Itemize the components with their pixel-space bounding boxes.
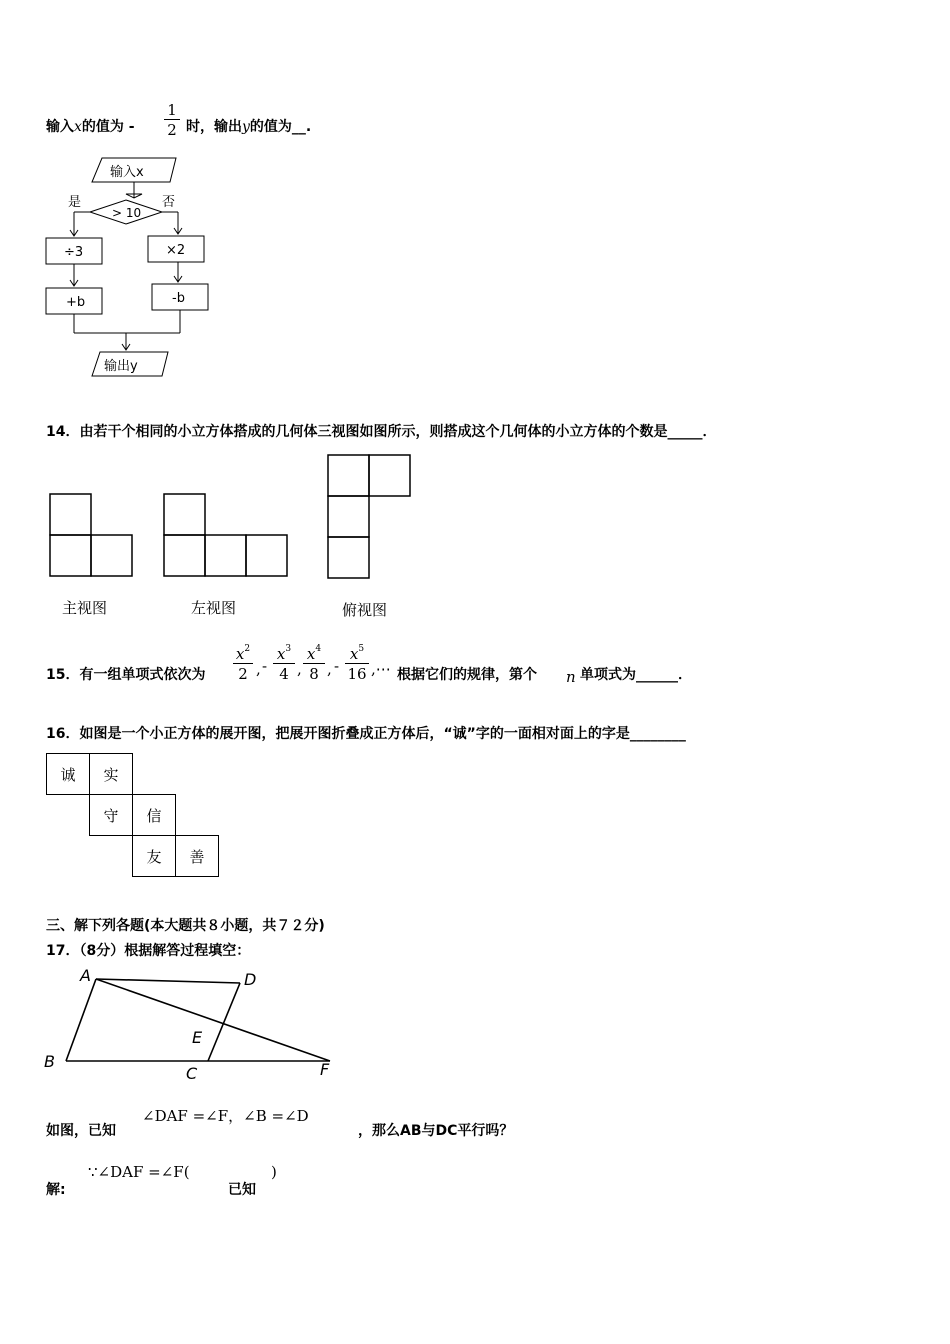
- q15-prefix: 15．有一组单项式依次为: [46, 667, 206, 683]
- three-views: [48, 452, 418, 582]
- q13-prefix: 输入: [46, 119, 74, 135]
- q17-solution-reason: 已知: [228, 1182, 256, 1198]
- q17-solution-prefix: 解:: [46, 1182, 66, 1198]
- net-cell: 善: [176, 836, 219, 877]
- q15-sign-2: -: [262, 657, 268, 675]
- q14-text: 14．由若干个相同的小立方体搭成的几何体三视图如图所示，则搭成这个几何体的小立方体的个数是_____．: [46, 424, 717, 440]
- label-E: E: [192, 1028, 203, 1047]
- q13-line-2: [186, 116, 311, 136]
- net-cell: 友: [133, 836, 176, 877]
- q13-suffix1: 时，输出: [186, 119, 242, 135]
- left-view-caption: 左视图: [191, 599, 237, 617]
- q15-sign-4: -: [334, 657, 340, 675]
- front-view-caption: 主视图: [62, 599, 108, 617]
- section-heading: 三、解下列各题(本大题共８小题，共７２分): [46, 918, 325, 934]
- label-F: F: [320, 1060, 330, 1079]
- flowchart: [40, 150, 240, 385]
- net-cell: 实: [90, 754, 133, 795]
- flowchart-mul2-label: ×2: [166, 243, 186, 258]
- net-cell: 诚: [47, 754, 90, 795]
- flowchart-cond-label: > 10: [112, 206, 142, 220]
- q13-var-y: y: [242, 119, 250, 135]
- flowchart-input-label: 输入x: [110, 165, 144, 180]
- q17-solution-formula: ∵∠DAF =∠F(: [88, 1163, 190, 1181]
- flowchart-div3-label: ÷3: [64, 245, 84, 260]
- net-cell: 守: [90, 795, 133, 836]
- parallelogram-figure: [40, 965, 350, 1085]
- q15-term-2: $x^3$ 4: [272, 640, 296, 684]
- q13-frac-num: 1: [167, 101, 177, 119]
- label-C: C: [186, 1064, 198, 1083]
- flowchart-no-label: 否: [162, 195, 176, 210]
- q15-var-n: n: [566, 668, 576, 686]
- q13-mid: 的值为 -: [81, 119, 135, 135]
- q13-line: [46, 116, 135, 136]
- q17-given-formula: ∠DAF =∠F，∠B =∠D: [142, 1107, 309, 1125]
- q17-text: 17．（8分）根据解答过程填空：: [46, 943, 251, 959]
- flowchart-yes-label: 是: [68, 195, 82, 210]
- q15-term-1: $x^2$ 2: [232, 640, 254, 684]
- flowchart-output-label: 输出y: [104, 359, 138, 374]
- q13-suffix2: 的值为__.: [249, 119, 312, 135]
- net-cell: 信: [133, 795, 176, 836]
- label-D: D: [244, 970, 257, 989]
- label-A: A: [80, 966, 91, 985]
- label-B: B: [44, 1052, 55, 1071]
- flowchart-plusb-label: +b: [66, 295, 86, 310]
- q15-term-3: $x^4$ 8: [302, 640, 326, 684]
- q17-given-suffix: ，那么AB与DC平行吗？: [358, 1123, 514, 1139]
- q13-fraction: [163, 101, 181, 140]
- q15-mid: 根据它们的规律，第个: [397, 667, 537, 683]
- top-view-caption: 俯视图: [342, 601, 388, 619]
- flowchart-minusb-label: -b: [172, 291, 185, 306]
- q13-frac-den: 2: [167, 121, 177, 139]
- q13-var-x: x: [74, 119, 82, 135]
- q15-term-4: $x^5$ 16: [344, 640, 370, 684]
- cube-net: [46, 753, 219, 877]
- q15-ellipsis: ,⋯: [371, 660, 391, 678]
- q17-solution-close: ): [271, 1163, 277, 1181]
- q17-given-prefix: 如图，已知: [46, 1123, 116, 1139]
- q15-suffix: 单项式为______．: [580, 667, 692, 683]
- q16-text: 16．如图是一个小正方体的展开图，把展开图折叠成正方体后，“诚”字的一面相对面上的字是________: [46, 726, 686, 742]
